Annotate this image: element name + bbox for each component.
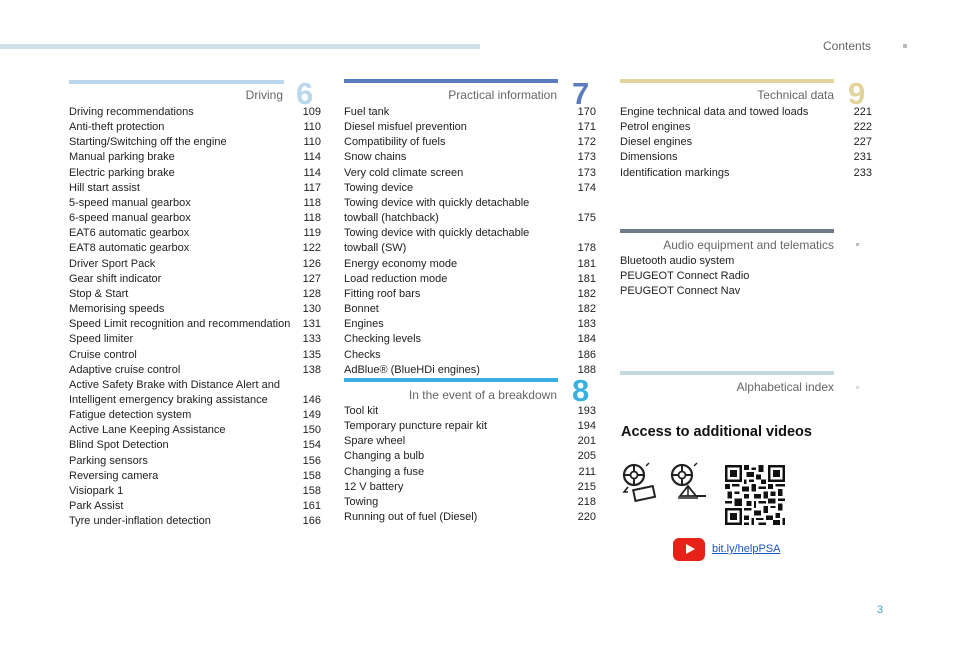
toc-entry-title: Diesel misfuel prevention (344, 121, 467, 134)
toc-entry-title: Speed Limit recognition and recommendation (69, 318, 291, 331)
wheel-jack-icon (668, 462, 710, 502)
toc-row[interactable] (620, 120, 872, 135)
header-bar (0, 44, 480, 49)
toc-entry-page: 158 (302, 484, 321, 497)
toc-entry-title: Compatibility of fuels (344, 136, 446, 149)
toc-entry-title: Blind Spot Detection (69, 439, 169, 452)
toc-entry-title: 12 V battery (344, 480, 404, 493)
toc-entry-title: 6-speed manual gearbox (69, 212, 191, 225)
toc-entry-title: Towing device with quickly detachable towball (hatchback) (344, 196, 530, 225)
toc-entry-title: Fuel tank (344, 106, 390, 118)
audio-dot (856, 243, 859, 246)
technical-bar (620, 79, 834, 83)
toc-entry-title: Changing a fuse (344, 465, 425, 478)
toc-row[interactable] (69, 378, 321, 408)
toc-entry-title: Towing device with quickly detachable towball (SW) (344, 227, 530, 255)
toc-entry-page: 150 (302, 424, 321, 437)
toc-entry-page: 170 (577, 106, 596, 118)
practical-title[interactable]: Practical information (448, 88, 557, 102)
toc-entry-page: 130 (302, 303, 321, 316)
toc-row[interactable] (69, 423, 321, 438)
toc-row[interactable] (69, 438, 321, 453)
toc-entry-title: Parking sensors (69, 454, 148, 467)
breakdown-toc (344, 404, 596, 525)
toc-entry-title: Tyre under-inflation detection (69, 515, 211, 528)
toc-entry-page: 233 (853, 166, 872, 179)
toc-row[interactable] (344, 181, 596, 196)
index-title[interactable]: Alphabetical index (736, 380, 834, 394)
help-video-link[interactable]: bit.ly/helpPSA (712, 543, 781, 555)
toc-entry-title: Diesel engines (620, 136, 693, 149)
toc-entry-title: EAT6 automatic gearbox (69, 227, 190, 240)
toc-entry-page: 222 (853, 121, 872, 134)
toc-entry-page: 181 (577, 257, 596, 270)
toc-row[interactable] (344, 332, 596, 347)
toc-entry-page: 182 (577, 287, 596, 300)
toc-entry-page: 218 (577, 495, 596, 508)
toc-entry-title: Manual parking brake (69, 151, 175, 164)
toc-entry-page: 211 (578, 465, 596, 478)
toc-entry-title: Running out of fuel (Diesel) (344, 511, 478, 524)
toc-row[interactable] (344, 348, 596, 363)
toc-entry-page: 110 (303, 121, 321, 134)
audio-bar (620, 229, 834, 233)
toc-entry-page: 118 (303, 212, 321, 225)
toc-row[interactable] (69, 150, 321, 165)
toc-entry-title: Temporary puncture repair kit (344, 420, 488, 433)
toc-row[interactable] (344, 105, 596, 120)
toc-entry-title: Driving recommendations (69, 106, 194, 118)
toc-entry-page: 127 (302, 272, 321, 285)
toc-row[interactable] (344, 166, 596, 181)
toc-entry-title: Fitting roof bars (344, 287, 421, 300)
toc-entry-page: 166 (302, 515, 321, 528)
toc-entry-page: 172 (577, 136, 596, 149)
toc-entry-title[interactable]: PEUGEOT Connect Radio (620, 270, 750, 283)
toc-entry-title: Dimensions (620, 151, 678, 164)
toc-entry-page: 126 (302, 257, 321, 270)
toc-row[interactable] (69, 181, 321, 196)
toc-row[interactable] (69, 135, 321, 150)
toc-entry-page: 227 (853, 136, 872, 149)
toc-entry-page: 133 (302, 333, 321, 346)
toc-row[interactable] (344, 404, 596, 419)
audio-toc (620, 254, 834, 299)
toc-entry-title: Stop & Start (69, 287, 129, 300)
toc-row[interactable] (69, 272, 321, 287)
toc-row[interactable] (344, 150, 596, 165)
index-bar (620, 371, 834, 375)
practical-bar (344, 79, 558, 83)
toc-entry-title: Park Assist (69, 500, 124, 513)
toc-row[interactable] (69, 499, 321, 514)
toc-entry-page: 154 (302, 439, 321, 452)
toc-entry-page: 221 (853, 106, 872, 118)
toc-row[interactable] (344, 434, 596, 449)
toc-entry-page: 110 (303, 136, 321, 149)
toc-entry-title: Energy economy mode (344, 257, 458, 270)
toc-entry-title: Load reduction mode (344, 272, 448, 285)
toc-entry-page: 183 (577, 318, 596, 331)
toc-entry-page: 135 (302, 348, 321, 361)
driving-bar (69, 80, 284, 84)
toc-entry-title: Checking levels (344, 333, 422, 346)
toc-entry-page: 128 (302, 287, 321, 300)
toc-row[interactable] (344, 449, 596, 464)
toc-row[interactable] (69, 302, 321, 317)
toc-entry-title: Cruise control (69, 348, 137, 361)
toc-entry-page: 188 (577, 363, 596, 376)
index-dot (856, 386, 859, 389)
toc-row[interactable] (69, 348, 321, 363)
toc-entry-title: Bonnet (344, 303, 379, 316)
toc-entry-title: Changing a bulb (344, 450, 425, 463)
toc-entry-title: Anti-theft protection (69, 121, 165, 134)
toc-entry-title: Memorising speeds (69, 303, 165, 316)
toc-entry-page: 220 (577, 511, 596, 524)
toc-entry-page: 149 (302, 409, 321, 422)
toc-entry-page: 119 (303, 227, 321, 240)
toc-row[interactable] (344, 363, 596, 378)
toc-entry-page: 156 (302, 454, 321, 467)
toc-entry-page: 114 (303, 166, 321, 179)
driving-number: 6 (296, 76, 314, 111)
toc-entry-title: Gear shift indicator (69, 272, 162, 285)
toc-row[interactable] (344, 480, 596, 495)
toc-entry-title: Hill start assist (69, 181, 140, 194)
toc-row[interactable] (620, 135, 872, 150)
toc-entry-page: 117 (303, 181, 321, 194)
toc-row[interactable] (69, 469, 321, 484)
toc-entry-title: 5-speed manual gearbox (69, 196, 191, 209)
toc-row[interactable] (344, 272, 596, 287)
toc-entry-page: 131 (302, 318, 321, 331)
toc-entry-page: 181 (577, 272, 596, 285)
technical-title[interactable]: Technical data (757, 88, 834, 102)
toc-entry-title: Engine technical data and towed loads (620, 106, 809, 118)
driving-title[interactable]: Driving (245, 88, 283, 102)
toc-row[interactable] (69, 454, 321, 469)
toc-row[interactable] (69, 484, 321, 499)
page-number: 3 (877, 604, 884, 616)
toc-row[interactable] (69, 408, 321, 423)
toc-entry-title: Adaptive cruise control (69, 363, 181, 376)
toc-row[interactable] (69, 287, 321, 302)
toc-entry-title: Engines (344, 318, 384, 331)
toc-row[interactable] (344, 257, 596, 272)
toc-row[interactable] (69, 317, 321, 332)
toc-entry-page: 201 (577, 435, 596, 448)
toc-entry-title: EAT8 automatic gearbox (69, 242, 190, 255)
toc-entry-page: 178 (577, 242, 596, 255)
toc-row[interactable] (344, 226, 596, 256)
videos-title: Access to additional videos (621, 424, 812, 440)
toc-entry-title: Towing device (344, 181, 414, 194)
toc-entry-page: 175 (577, 212, 596, 225)
toc-entry-page: 174 (577, 181, 596, 194)
header-dot (903, 44, 907, 48)
toc-entry-title: Driver Sport Pack (69, 257, 156, 270)
toc-row[interactable] (69, 241, 321, 256)
toc-entry-title: Starting/Switching off the engine (69, 136, 227, 149)
audio-title[interactable]: Audio equipment and telematics (663, 238, 834, 252)
toc-entry-page: 158 (302, 469, 321, 482)
toc-row[interactable] (344, 196, 596, 226)
qr-code-icon[interactable] (725, 465, 785, 525)
toc-entry-title[interactable]: PEUGEOT Connect Nav (620, 285, 741, 298)
toc-entry-page: 194 (577, 420, 596, 433)
toc-row[interactable] (69, 226, 321, 241)
toc-entry-title[interactable]: Bluetooth audio system (620, 255, 735, 267)
toc-entry-title: Tool kit (344, 405, 379, 417)
toc-row[interactable] (344, 495, 596, 510)
toc-entry-title: Active Safety Brake with Distance Alert and Intelligent emergency braking assistance (69, 378, 280, 406)
toc-entry-title: Reversing camera (69, 469, 159, 482)
toc-entry-page: 171 (577, 121, 596, 134)
toc-row[interactable] (69, 363, 321, 378)
breakdown-bar (344, 378, 558, 382)
toc-row[interactable] (344, 135, 596, 150)
toc-entry-title: Snow chains (344, 151, 407, 164)
toc-entry-title: Towing (344, 495, 379, 508)
toc-row[interactable] (344, 419, 596, 434)
toc-entry-title: Speed limiter (69, 333, 134, 346)
toc-row[interactable] (344, 120, 596, 135)
toc-row[interactable] (344, 510, 596, 525)
toc-entry-page: 182 (577, 303, 596, 316)
toc-entry-page: 146 (302, 393, 321, 406)
toc-entry-title: Fatigue detection system (69, 409, 192, 422)
toc-row[interactable] (69, 196, 321, 211)
toc-entry-page: 109 (302, 106, 321, 118)
toc-entry-page: 173 (577, 151, 596, 164)
contents-link[interactable]: Contents (823, 39, 872, 53)
toc-entry-page: 173 (577, 166, 596, 179)
toc-entry-page: 161 (302, 500, 321, 513)
breakdown-number: 8 (572, 373, 590, 408)
toc-entry-title: Checks (344, 348, 381, 361)
toc-entry-page: 118 (303, 196, 321, 209)
toc-entry-title: AdBlue® (BlueHDi engines) (344, 363, 480, 376)
toc-row[interactable] (69, 332, 321, 347)
toc-row[interactable] (620, 105, 872, 120)
driving-toc (69, 105, 321, 529)
toc-entry-page: 193 (577, 405, 596, 417)
toc-entry-page: 184 (577, 333, 596, 346)
toc-row[interactable] (69, 257, 321, 272)
toc-entry-title: Identification markings (620, 166, 730, 179)
toc-entry-title: Very cold climate screen (344, 166, 464, 179)
toc-entry-page: 138 (302, 363, 321, 376)
toc-row[interactable] (69, 105, 321, 120)
toc-row[interactable] (69, 166, 321, 181)
toc-entry-title: Electric parking brake (69, 166, 175, 179)
toc-entry-title: Spare wheel (344, 435, 406, 448)
practical-toc (344, 105, 596, 378)
toc-entry-page: 114 (303, 151, 321, 164)
toc-entry-title: Petrol engines (620, 121, 691, 134)
toc-entry-page: 122 (302, 242, 321, 255)
toc-entry-page: 215 (577, 480, 596, 493)
breakdown-title[interactable]: In the event of a breakdown (408, 388, 557, 402)
toc-row[interactable] (344, 317, 596, 332)
toc-row[interactable] (69, 211, 321, 226)
practical-number: 7 (572, 76, 590, 111)
toc-entry-page: 186 (577, 348, 596, 361)
toc-entry-page: 205 (577, 450, 596, 463)
play-icon (686, 544, 695, 554)
toc-entry-title: Active Lane Keeping Assistance (69, 424, 226, 437)
toc-row[interactable] (620, 166, 872, 181)
toc-row[interactable] (69, 120, 321, 135)
toc-row[interactable] (69, 514, 321, 529)
wheel-kit-icon (620, 462, 660, 502)
toc-row[interactable] (344, 287, 596, 302)
toc-row[interactable] (344, 465, 596, 480)
toc-row[interactable] (344, 302, 596, 317)
technical-number: 9 (848, 76, 866, 111)
technical-toc (620, 105, 872, 181)
toc-entry-title: Visiopark 1 (69, 484, 124, 497)
toc-row[interactable] (620, 150, 872, 165)
toc-entry-page: 231 (853, 151, 872, 164)
